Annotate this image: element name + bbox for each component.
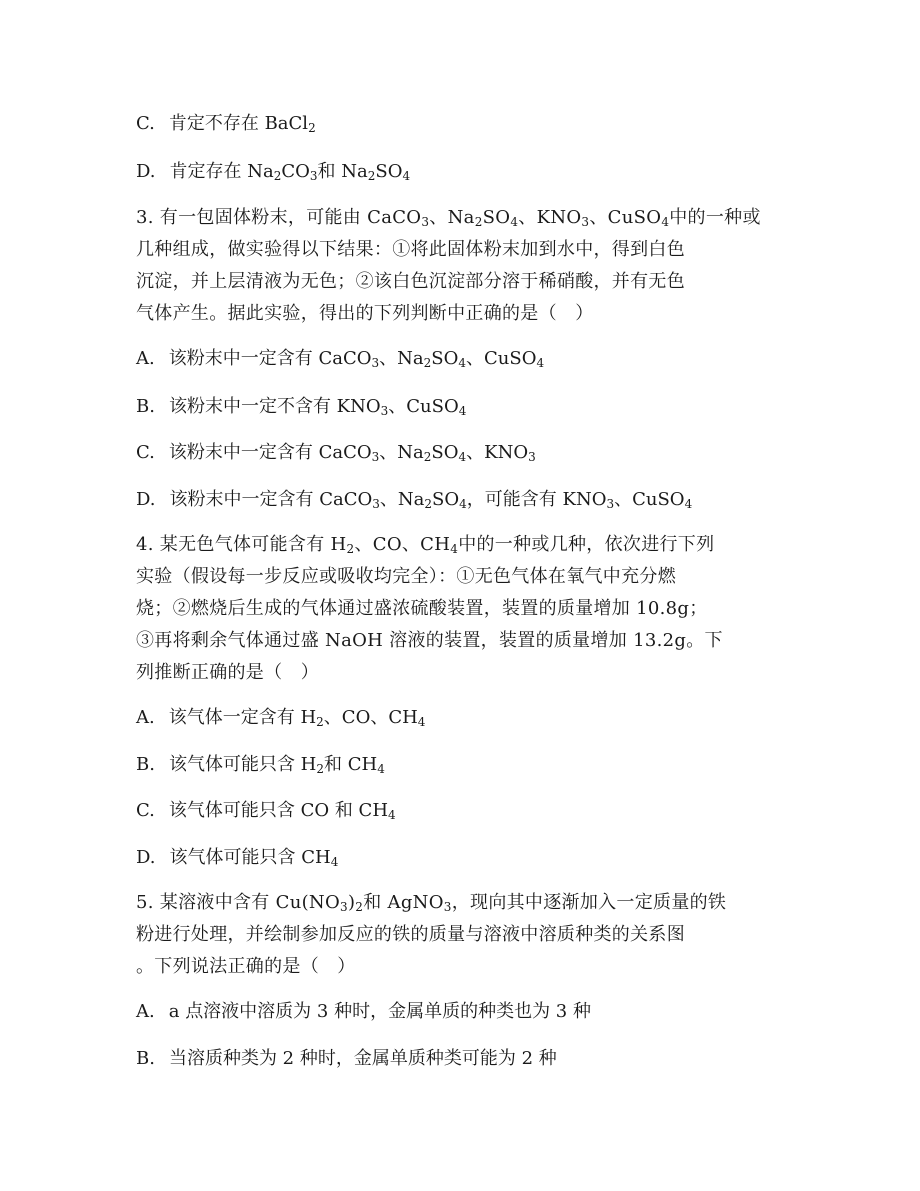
option-label: C.: [136, 113, 155, 134]
option-text: 该粉末中一定含有 CaCO$_3$、$Na_2SO_4$、CuSO$_4$: [168, 348, 545, 370]
q3-line-2: 几种组成，做实验得以下结果：①将此固体粉末加到水中，得到白色: [136, 239, 685, 260]
option-label: A.: [136, 707, 155, 728]
option-text: 该粉末中一定含有 CaCO$_3$、$Na_2SO_4$，可能含有 $KNO_3$、CuSO$_4$: [169, 489, 693, 511]
subscript: 2: [316, 715, 324, 729]
option-text: 该气体可能只含 $H_2$和 $CH_4$: [168, 754, 385, 776]
subscript: 2: [423, 450, 432, 464]
subscript: 4: [459, 497, 467, 511]
subscript: 3: [380, 404, 389, 418]
q4-line-1: 4. 某无色气体可能含有 $H_2$、CO、$CH_4$中的一种或几种，依次进行下列: [136, 534, 715, 556]
q4-line-3: 烧；②燃烧后生成的气体通过盛浓硫酸装置，装置的质量增加 10.8g；: [136, 598, 708, 619]
subscript: 3: [581, 215, 590, 229]
subscript: 2: [316, 762, 325, 776]
subscript: 4: [510, 215, 519, 229]
subscript: 2: [367, 169, 376, 183]
q3-option-c: [136, 441, 536, 465]
option-text: 肯定不存在 BaCl$_2$: [168, 113, 316, 135]
option-text: 该气体可能只含 CO 和 $CH_4$: [168, 800, 396, 822]
subscript: 2: [273, 169, 282, 183]
subscript: 4: [458, 356, 466, 370]
option-label: B.: [136, 396, 155, 417]
option-label: A.: [136, 348, 155, 369]
subscript: 3: [606, 497, 615, 511]
option-text: 肯定存在 $Na_2CO_3$和 $Na_2SO_4$: [169, 161, 411, 183]
subscript: 2: [346, 542, 355, 556]
q3-option-b: [136, 395, 466, 419]
subscript: 2: [424, 497, 433, 511]
q5-line-1: 5. 某溶液中含有 $Cu(NO_3)_2$和 AgNO$_3$，现向其中逐渐加入一定质量的铁: [136, 892, 727, 914]
subscript: 4: [684, 497, 693, 511]
subscript: 3: [309, 169, 318, 183]
option-label: C.: [136, 800, 155, 821]
q3-option-d: [136, 488, 692, 512]
q4-option-b: [136, 753, 385, 777]
option-label: C.: [136, 442, 155, 463]
q3-line-4: 气体产生。据此实验，得出的下列判断中正确的是（ ）: [136, 303, 594, 324]
subscript: 4: [402, 169, 411, 183]
option-text: 当溶质种类为 2 种时，金属单质种类可能为 2 种: [168, 1048, 557, 1069]
subscript: 4: [417, 715, 426, 729]
option-label: D.: [136, 161, 156, 182]
subscript: 3: [371, 356, 380, 370]
q5-option-b: [136, 1047, 557, 1071]
subscript: 4: [458, 404, 467, 418]
q5-line-3: 。下列说法正确的是（ ）: [136, 956, 356, 977]
subscript: 2: [423, 356, 432, 370]
subscript: 2: [308, 121, 316, 135]
subscript: 4: [458, 450, 467, 464]
q5-line-2: 粉进行处理，并绘制参加反应的铁的质量与溶液中溶质种类的关系图: [136, 924, 685, 945]
subscript: 3: [528, 450, 536, 464]
subscript: 4: [330, 855, 339, 869]
option-label: A.: [136, 1001, 155, 1022]
option-label: D.: [136, 489, 156, 510]
option-label: B.: [136, 754, 155, 775]
subscript: 4: [661, 215, 670, 229]
prev-option-d: [136, 160, 410, 184]
q4-option-a: [136, 706, 425, 730]
subscript: 4: [388, 808, 396, 822]
option-text: 该粉末中一定不含有 $KNO_3$、CuSO$_4$: [168, 396, 467, 418]
option-text: 该气体可能只含 $CH_4$: [169, 847, 339, 869]
option-label: D.: [136, 847, 156, 868]
option-text: a 点溶液中溶质为 3 种时，金属单质的种类也为 3 种: [168, 1001, 591, 1022]
q3-option-a: [136, 347, 544, 371]
subscript: 2: [474, 215, 483, 229]
option-label: B.: [136, 1048, 155, 1069]
q4-line-4: ③再将剩余气体通过盛 NaOH 溶液的装置，装置的质量增加 13.2g。下: [136, 630, 723, 651]
q3-line-3: 沉淀，并上层清液为无色；②该白色沉淀部分溶于稀硝酸，并有无色: [136, 271, 685, 292]
subscript: 3: [421, 215, 430, 229]
q4-line-2: 实验（假设每一步反应或吸收均完全）：①无色气体在氧气中充分燃: [136, 566, 676, 587]
q4-option-c: [136, 799, 396, 823]
subscript: 2: [355, 900, 364, 914]
subscript: 4: [450, 542, 459, 556]
q3-line-1: 3. 有一包固体粉末，可能由 CaCO$_3$、$Na_2SO_4$、$KNO_3$、CuSO$_4$中的一种或: [136, 207, 761, 229]
subscript: 3: [372, 497, 380, 511]
subscript: 4: [536, 356, 545, 370]
option-text: 该气体一定含有 $H_2$、CO、$CH_4$: [168, 707, 426, 729]
option-text: 该粉末中一定含有 CaCO$_3$、$Na_2SO_4$、$KNO_3$: [168, 442, 536, 464]
subscript: 4: [377, 762, 385, 776]
q4-line-5: 列推断正确的是（ ）: [136, 662, 319, 683]
q5-option-a: [136, 1000, 591, 1024]
prev-option-c: [136, 112, 316, 136]
subscript: 3: [340, 900, 348, 914]
subscript: 3: [371, 450, 380, 464]
subscript: 3: [443, 900, 452, 914]
q4-option-d: [136, 846, 338, 870]
